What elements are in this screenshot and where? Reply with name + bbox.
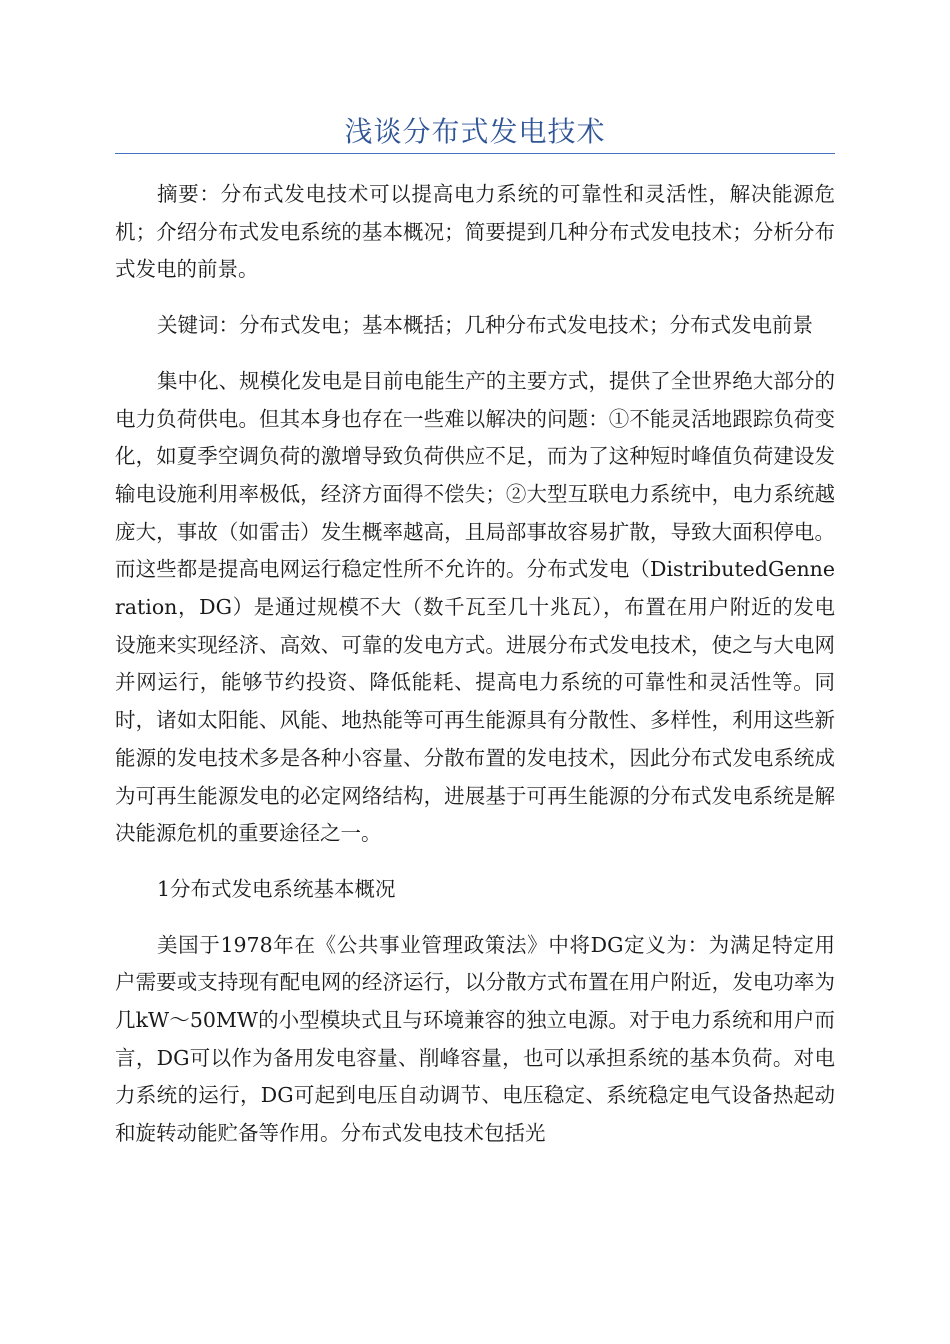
document-title: 浅谈分布式发电技术 xyxy=(344,115,606,148)
document-body xyxy=(115,176,835,1171)
title-underline xyxy=(115,153,835,154)
abstract-paragraph: 摘要：分布式发电技术可以提高电力系统的可靠性和灵活性，解决能源危机；介绍分布式发电系统的基本概况；简要提到几种分布式发电技术；分析分布式发电的前景。 xyxy=(115,182,835,282)
intro-paragraph: 集中化、规模化发电是目前电能生产的主要方式，提供了全世界绝大部分的电力负荷供电。但其本身也存在一些难以解决的问题：①不能灵活地跟踪负荷变化，如夏季空调负荷的激增导致负荷供应不足，而为了这种短时峰值负荷建设发输电设施利用率极低，经济方面得不偿失；②大型互联电力系统中，电力系统越庞大，事故（如雷击）发生概率越高，且局部事故容易扩散，导致大面积停电。而这些都是提高电网运行稳定性所不允许的。分布式发电（DistributedGenneration，DG）是通过规模不大（数千瓦至几十兆瓦），布置在用户附近的发电设施来实现经济、高效、可靠的发电方式。进展分布式发电技术，使之与大电网并网运行，能够节约投资、降低能耗、提高电力系统的可靠性和灵活性等。同时，诸如太阳能、风能、地热能等可再生能源具有分散性、多样性，利用这些新能源的发电技术多是各种小容量、分散布置的发电技术，因此分布式发电系统成为可再生能源发电的必定网络结构，进展基于可再生能源的分布式发电系统是解决能源危机的重要途径之一。 xyxy=(115,368,835,846)
section-paragraph: 美国于1978年在《公共事业管理政策法》中将DG定义为：为满足特定用户需要或支持现有配电网的经济运行，以分散方式布置在用户附近，发电功率为几kW～50MW的小型模块式且与环境兼容的独立电源。对于电力系统和用户而言，DG可以作为备用发电容量、削峰容量，也可以承担系统的基本负荷。对电力系统的运行，DG可起到电压自动调节、电压稳定、系统稳定电气设备热起动和旋转动能贮备等作用。分布式发电技术包括光 xyxy=(115,932,835,1146)
keywords-paragraph: 关键词：分布式发电；基本概括；几种分布式发电技术；分布式发电前景 xyxy=(157,313,813,338)
section-heading: 1分布式发电系统基本概况 xyxy=(157,876,396,901)
